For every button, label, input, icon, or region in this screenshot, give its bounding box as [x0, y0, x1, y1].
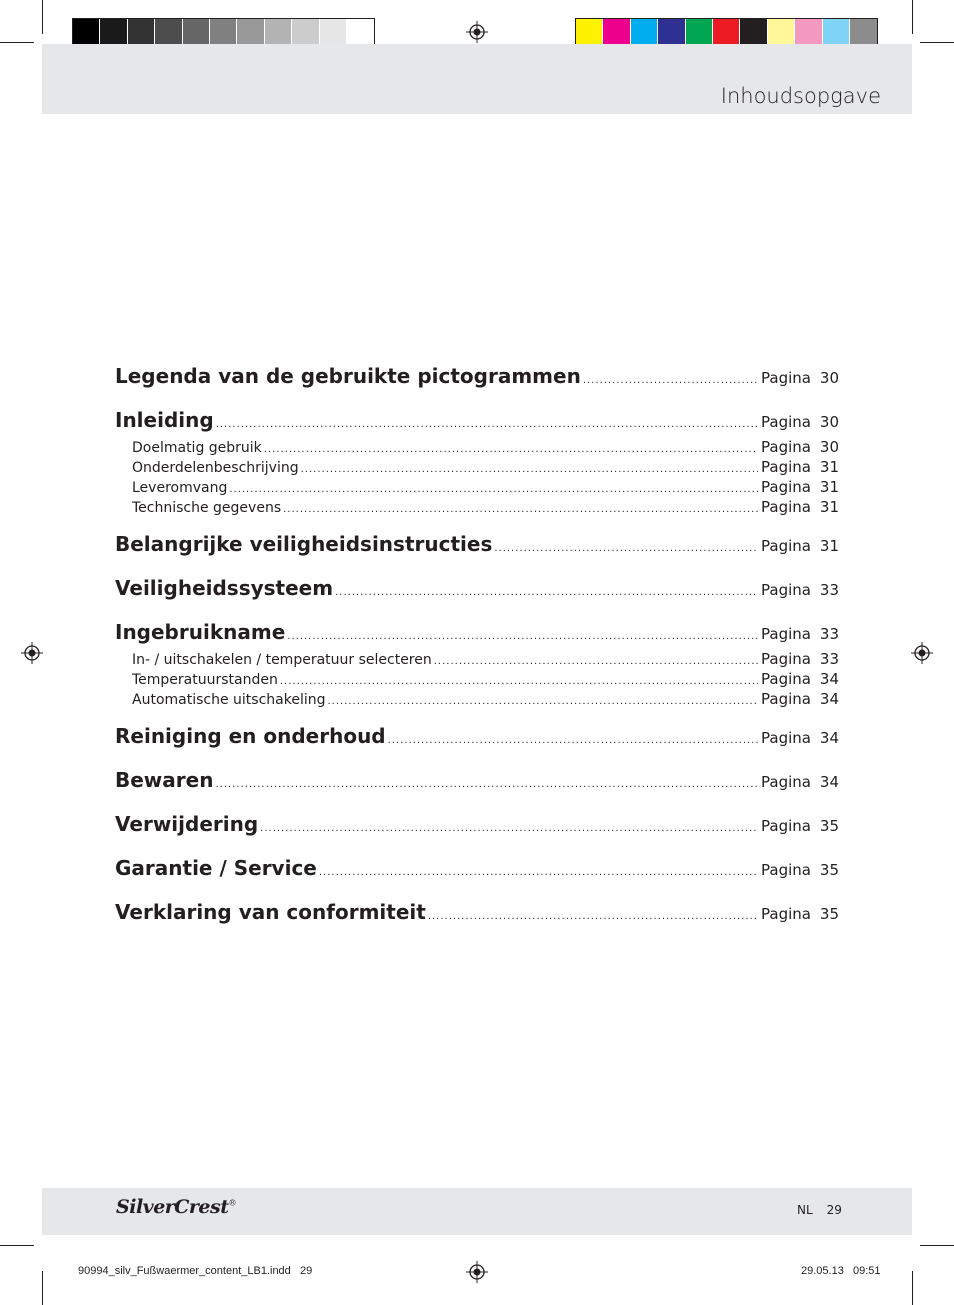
dot-leader: [301, 464, 758, 475]
crop-mark: [42, 0, 43, 34]
dot-leader: [216, 419, 758, 430]
toc-page-ref: [761, 773, 839, 791]
page-word: Pagina: [761, 438, 811, 456]
toc-entry-label: Automatische uitschakeling: [132, 692, 326, 708]
toc-entry-label: Bewaren: [115, 768, 214, 792]
gray-swatch: [100, 19, 127, 47]
toc-section-entry: [115, 900, 839, 932]
page-word: Pagina: [761, 537, 811, 555]
toc-section-entry: [115, 724, 839, 756]
color-swatch: [850, 19, 877, 47]
toc-entry-label: Doelmatig gebruik: [132, 440, 262, 456]
registration-mark-icon: [911, 642, 933, 664]
registration-mark-icon: [466, 1261, 488, 1283]
gray-swatch: [155, 19, 182, 47]
toc-page-number: 33: [819, 625, 839, 643]
color-swatch: [713, 19, 740, 47]
toc-entry-label: Ingebruikname: [115, 620, 286, 644]
page-word: Pagina: [761, 498, 811, 516]
slug-datetime: 29.05.13 09:51: [801, 1265, 881, 1277]
toc-page-ref: [761, 438, 839, 456]
page-word: Pagina: [761, 478, 811, 496]
dot-leader: [428, 911, 758, 922]
toc-section-entry: [115, 532, 839, 564]
dot-leader: [264, 444, 758, 455]
toc-page-number: 33: [819, 581, 839, 599]
toc-page-ref: [761, 478, 839, 496]
dot-leader: [434, 656, 758, 667]
dot-leader: [283, 504, 758, 515]
gray-swatch: [265, 19, 292, 47]
toc-section-entry: [115, 620, 839, 652]
toc-page-number: 31: [819, 498, 839, 516]
toc-section-entry: [115, 408, 839, 440]
dot-leader: [388, 735, 758, 746]
page-word: Pagina: [761, 773, 811, 791]
toc-entry-label: Legenda van de gebruikte pictogrammen: [115, 364, 581, 388]
dot-leader: [335, 587, 758, 598]
toc-page-number: 30: [819, 438, 839, 456]
page-word: Pagina: [761, 458, 811, 476]
dot-leader: [494, 543, 758, 554]
crop-mark: [42, 1271, 43, 1305]
page-word: Pagina: [761, 369, 811, 387]
toc-page-ref: [761, 625, 839, 643]
toc-entry-label: Onderdelenbeschrijving: [132, 460, 299, 476]
color-swatch: [686, 19, 713, 47]
toc-page-number: 31: [819, 458, 839, 476]
language-code: NL: [797, 1203, 813, 1217]
toc-entry-label: Reiniging en onderhoud: [115, 724, 386, 748]
page-number: 29: [826, 1203, 842, 1217]
toc-entry-label: Verwijdering: [115, 812, 259, 836]
toc-page-ref: [761, 670, 839, 688]
page-word: Pagina: [761, 905, 811, 923]
footer-page-info: [797, 1203, 842, 1217]
crop-mark: [912, 1271, 913, 1305]
dot-leader: [280, 676, 758, 687]
toc-subsection-entry: [115, 498, 839, 520]
color-swatch: [603, 19, 630, 47]
crop-mark: [0, 1245, 34, 1246]
page-word: Pagina: [761, 625, 811, 643]
registration-mark-icon: [21, 642, 43, 664]
brand-name: SilverCrest: [116, 1196, 229, 1218]
page-word: Pagina: [761, 581, 811, 599]
toc-page-ref: [761, 458, 839, 476]
toc-subsection-entry: [115, 438, 839, 460]
toc-page-ref: [761, 413, 839, 431]
gray-swatch: [73, 19, 100, 47]
toc-section-entry: [115, 812, 839, 844]
gray-swatch: [292, 19, 319, 47]
dot-leader: [287, 631, 758, 642]
toc-page-number: 30: [819, 369, 839, 387]
toc-section-entry: [115, 768, 839, 800]
crop-mark: [920, 1245, 954, 1246]
toc-page-ref: [761, 581, 839, 599]
dot-leader: [229, 484, 758, 495]
page-word: Pagina: [761, 670, 811, 688]
toc-entry-label: Temperatuurstanden: [132, 672, 278, 688]
page-word: Pagina: [761, 413, 811, 431]
toc-section-entry: [115, 856, 839, 888]
toc-subsection-entry: [115, 478, 839, 500]
page-word: Pagina: [761, 817, 811, 835]
crop-mark: [0, 42, 34, 43]
dot-leader: [583, 375, 758, 386]
toc-page-number: 34: [819, 729, 839, 747]
toc-page-ref: [761, 905, 839, 923]
crop-mark: [920, 42, 954, 43]
toc-page-ref: [761, 369, 839, 387]
toc-section-entry: [115, 576, 839, 608]
slug-filename: 90994_silv_Fußwaermer_content_LB1.indd 29: [78, 1265, 313, 1277]
gray-swatch: [210, 19, 237, 47]
toc-page-number: 35: [819, 905, 839, 923]
toc-page-number: 35: [819, 817, 839, 835]
toc-subsection-entry: [115, 690, 839, 712]
registration-mark-icon: [466, 21, 488, 43]
toc-page-number: 34: [819, 773, 839, 791]
dot-leader: [260, 823, 758, 834]
toc-entry-label: Leveromvang: [132, 480, 228, 496]
dot-leader: [319, 867, 758, 878]
toc-subsection-entry: [115, 458, 839, 480]
page-title: Inhoudsopgave: [720, 84, 881, 108]
color-swatch: [631, 19, 658, 47]
page-word: Pagina: [761, 861, 811, 879]
toc-page-ref: [761, 729, 839, 747]
brand-logo: [116, 1196, 236, 1218]
toc-page-number: 31: [819, 537, 839, 555]
toc-page-ref: [761, 650, 839, 668]
dot-leader: [215, 779, 758, 790]
table-of-contents: [115, 364, 839, 932]
toc-page-number: 34: [819, 690, 839, 708]
gray-swatch: [320, 19, 347, 47]
color-swatch: [576, 19, 603, 47]
toc-entry-label: Garantie / Service: [115, 856, 317, 880]
page-word: Pagina: [761, 650, 811, 668]
toc-page-number: 31: [819, 478, 839, 496]
color-swatch: [795, 19, 822, 47]
toc-page-ref: [761, 817, 839, 835]
toc-page-number: 30: [819, 413, 839, 431]
crop-mark: [912, 0, 913, 34]
gray-swatch: [128, 19, 155, 47]
page-word: Pagina: [761, 729, 811, 747]
toc-page-ref: [761, 690, 839, 708]
color-swatch: [740, 19, 767, 47]
toc-subsection-entry: [115, 650, 839, 672]
toc-entry-label: Inleiding: [115, 408, 214, 432]
page-word: Pagina: [761, 690, 811, 708]
toc-page-number: 33: [819, 650, 839, 668]
toc-page-ref: [761, 498, 839, 516]
toc-page-ref: [761, 861, 839, 879]
gray-swatch: [183, 19, 210, 47]
toc-page-ref: [761, 537, 839, 555]
toc-entry-label: Belangrijke veiligheidsinstructies: [115, 532, 493, 556]
toc-subsection-entry: [115, 670, 839, 692]
toc-entry-label: Verklaring van conformiteit: [115, 900, 426, 924]
gray-swatch: [237, 19, 264, 47]
toc-page-number: 35: [819, 861, 839, 879]
registered-mark: ®: [228, 1198, 236, 1208]
toc-entry-label: Technische gegevens: [132, 500, 282, 516]
color-swatch: [658, 19, 685, 47]
toc-entry-label: Veiligheidssysteem: [115, 576, 334, 600]
color-swatch: [768, 19, 795, 47]
toc-page-number: 34: [819, 670, 839, 688]
gray-swatch: [347, 19, 374, 47]
dot-leader: [327, 696, 758, 707]
color-swatch: [823, 19, 850, 47]
toc-entry-label: In- / uitschakelen / temperatuur selecteren: [132, 652, 432, 668]
toc-section-entry: [115, 364, 839, 396]
